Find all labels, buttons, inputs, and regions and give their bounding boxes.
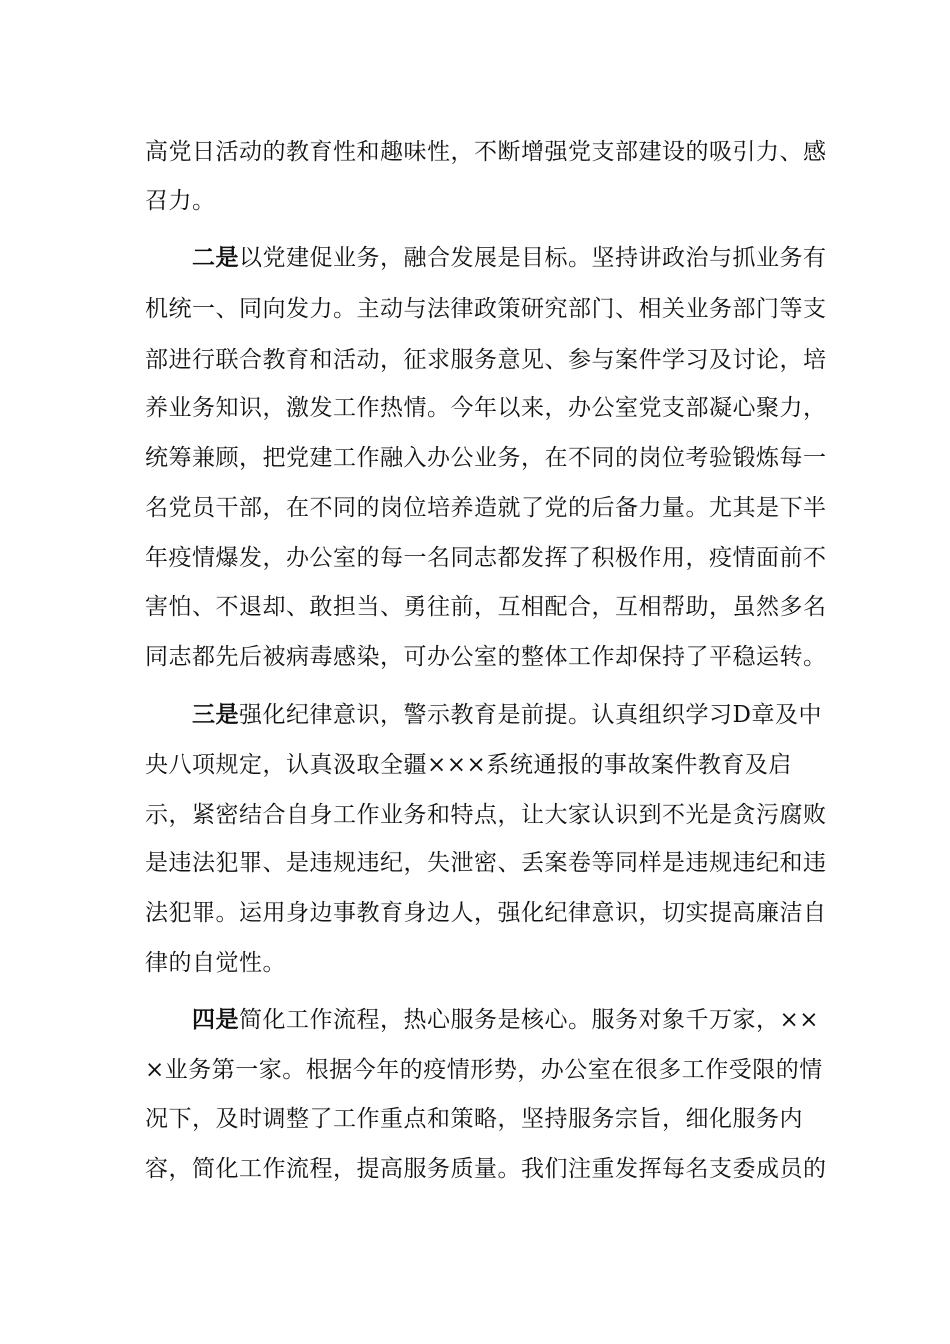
paragraph-lead: 三是 bbox=[192, 701, 239, 728]
text-line: ×业务第一家。根据今年的疫情形势，办公室在很多工作受限的情 bbox=[145, 1057, 823, 1083]
text-line: 养业务知识，激发工作热情。今年以来，办公室党支部凝心聚力， bbox=[145, 395, 827, 421]
text-line: 年疫情爆发，办公室的每一名同志都发挥了积极作用，疫情面前不 bbox=[145, 545, 827, 571]
text-line: 是违法犯罪、是违规违纪，失泄密、丢案卷等同样是违规违纪和违 bbox=[145, 850, 827, 876]
paragraph-lead: 二是 bbox=[192, 244, 239, 271]
text-line: 名党员干部，在不同的岗位培养造就了党的后备力量。尤其是下半 bbox=[145, 495, 827, 521]
paragraph-lead: 四是 bbox=[192, 1006, 239, 1033]
text-line: 况下，及时调整了工作重点和策略，坚持服务宗旨，细化服务内 bbox=[145, 1106, 803, 1132]
text-line: 召力。 bbox=[145, 188, 216, 214]
text-line: 害怕、不退却、敢担当、勇往前，互相配合，互相帮助，虽然多名 bbox=[145, 594, 827, 620]
text-line: 法犯罪。运用身边事教育身边人，强化纪律意识，切实提高廉洁自 bbox=[145, 900, 827, 926]
text-line: 律的自觉性。 bbox=[145, 950, 286, 976]
text-span: 强化纪律意识，警示教育是前提。认真组织学习D章及中 bbox=[239, 702, 822, 728]
text-line: 同志都先后被病毒感染，可办公室的整体工作却保持了平稳运转。 bbox=[145, 644, 827, 670]
paragraph-first-line bbox=[192, 700, 852, 730]
text-line: 机统一、同向发力。主动与法律政策研究部门、相关业务部门等支 bbox=[145, 296, 827, 322]
paragraph-first-line bbox=[192, 243, 852, 273]
text-span: 简化工作流程，热心服务是核心。服务对象千万家，×× bbox=[239, 1007, 820, 1033]
text-line: 部进行联合教育和活动，征求服务意见、参与案件学习及讨论，培 bbox=[145, 347, 827, 373]
text-line: 统筹兼顾，把党建工作融入办公业务，在不同的岗位考验锻炼每一 bbox=[145, 445, 827, 471]
text-span: 以党建促业务，融合发展是目标。坚持讲政治与抓业务有 bbox=[239, 245, 827, 271]
text-line: 高党日活动的教育性和趣味性，不断增强党支部建设的吸引力、感 bbox=[145, 139, 827, 165]
text-line bbox=[145, 1204, 805, 1234]
paragraph-first-line bbox=[192, 1005, 852, 1035]
text-line: 央八项规定，认真汲取全疆×××系统通报的事故案件教育及启 bbox=[145, 752, 792, 778]
text-line: 示，紧密结合自身工作业务和特点，让大家认识到不光是贪污腐败 bbox=[145, 802, 827, 828]
text-line: 容，简化工作流程，提高服务质量。我们注重发挥每名支委成员的 bbox=[145, 1156, 827, 1182]
